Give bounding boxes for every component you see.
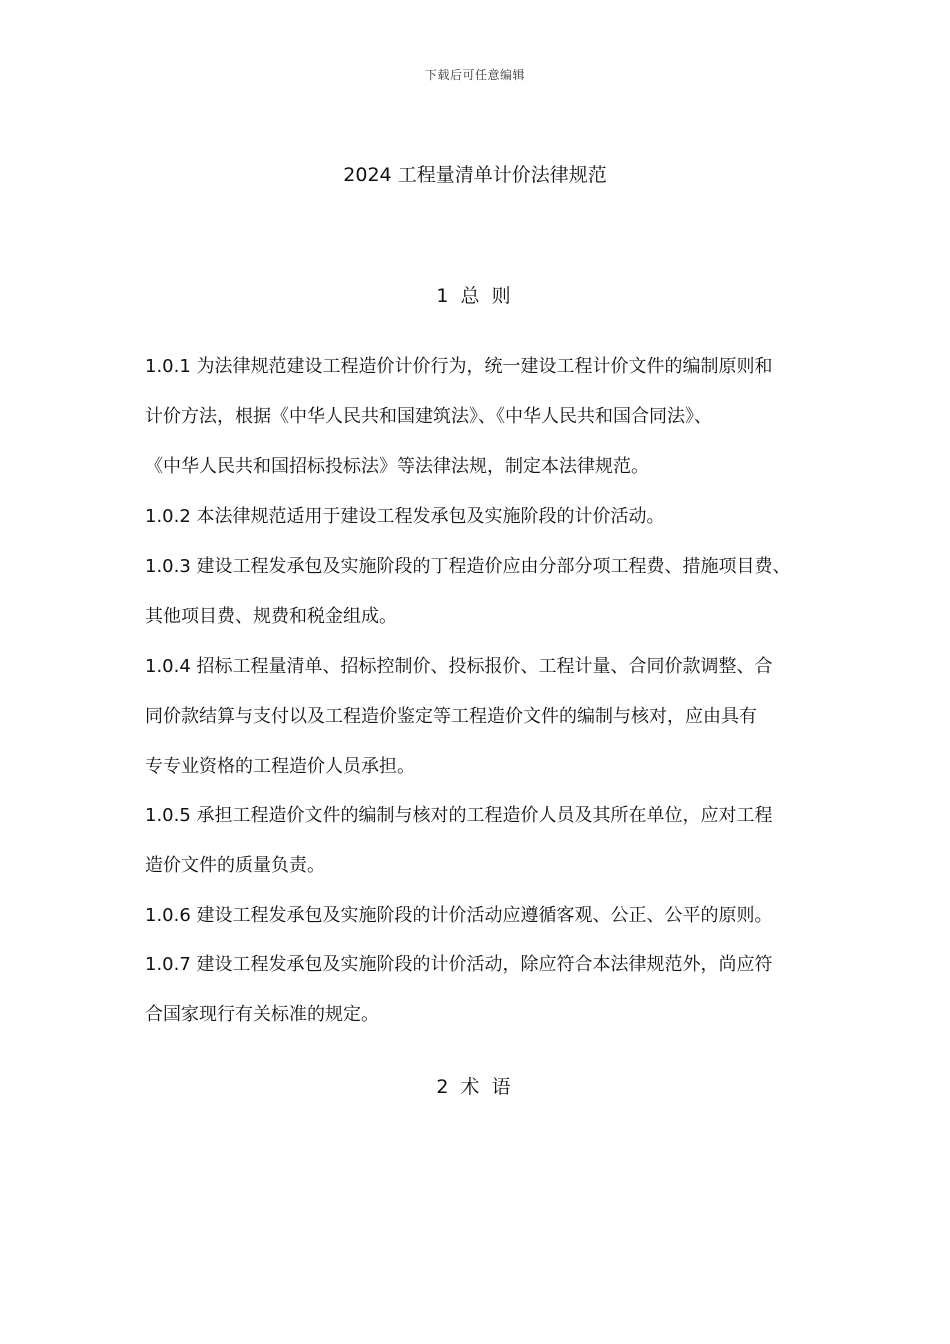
text-line: 合国家现行有关标准的规定。 [145,1004,379,1025]
text-line: 同价款结算与支付以及工程造价鉴定等工程造价文件的编制与核对，应由具有 [145,706,757,727]
text-line: 1.0.2 本法律规范适用于建设工程发承包及实施阶段的计价活动。 [145,506,665,527]
download-note: 下载后可任意编辑 [424,68,525,82]
text-line: 专专业资格的工程造价人员承担。 [145,756,415,777]
section-heading-general: 1 总 则 [436,285,514,307]
text-line: 造价文件的质量负责。 [145,855,325,876]
text-line: 其他项目费、规费和税金组成。 [145,606,397,627]
text-line: 1.0.7 建设工程发承包及实施阶段的计价活动，除应符合本法律规范外，尚应符 [145,954,773,975]
text-line: 《中华人民共和国招标投标法》等法律法规，制定本法律规范。 [145,456,649,477]
section-heading-terms: 2 术 语 [436,1076,514,1098]
text-line: 1.0.6 建设工程发承包及实施阶段的计价活动应遵循客观、公正、公平的原则。 [145,905,773,926]
text-line: 计价方法，根据《中华人民共和国建筑法》、《中华人民共和国合同法》、 [145,406,712,427]
document-title: 2024 工程量清单计价法律规范 [343,164,607,186]
text-line: 1.0.5 承担工程造价文件的编制与核对的工程造价人员及其所在单位，应对工程 [145,805,773,826]
text-line: 1.0.4 招标工程量清单、招标控制价、投标报价、工程计量、合同价款调整、合 [145,656,773,677]
text-line: 1.0.3 建设工程发承包及实施阶段的丁程造价应由分部分项工程费、措施项目费、 [145,556,791,577]
text-line: 1.0.1 为法律规范建设工程造价计价行为，统一建设工程计价文件的编制原则和 [145,356,773,377]
